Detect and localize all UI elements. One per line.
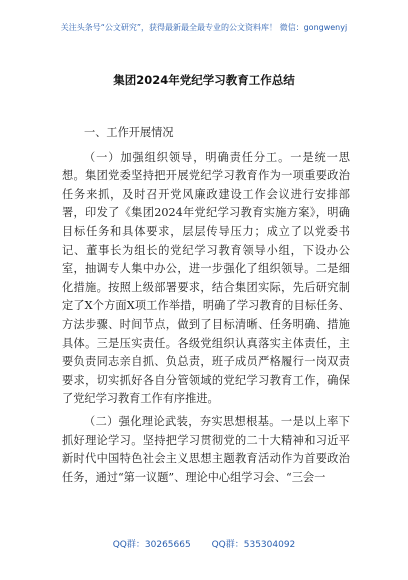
section-heading: 一、工作开展情况: [84, 126, 174, 139]
qq-group-1: QQ群：30265665: [112, 540, 191, 550]
contact-footer: [0, 537, 408, 550]
document-body: [62, 124, 350, 491]
promo-banner: 关注头条号“公文研究”，获得最新最全最专业的公文资料库！ 微信：gongwenyj: [60, 23, 348, 32]
qq-group-2: QQ群：535304092: [211, 540, 296, 550]
paragraph: （一）加强组织领导，明确责任分工。一是统一思想。集团党委坚持把开展党纪学习教育作为一项重要政治任务来抓，及时召开党风廉政建设工作会议进行安排部署，印发了《集团2024年党纪学习教育实施方案》，明确目标任务和具体要求，层层传导压力；成立了以党委书记、董事长为组长的党纪学习教育领导小组，下设办公室，抽调专人集中办公，进一步强化了组织领导。二是细化措施。按照上级部署要求，结合集团实际，先后研究制定了X个方面X项工作举措，明确了学习教育的目标任务、方法步骤、时间节点，做到了目标清晰、任务明确、措施具体。三是压实责任。各级党组织认真落实主体责任，主要负责同志亲自抓、负总责，班子成员严格履行一岗双责要求，切实抓好各自分管领域的党纪学习教育工作，确保了党纪学习教育工作有序推进。: [62, 150, 350, 406]
document-title: 集团2024年党纪学习教育工作总结: [113, 73, 295, 87]
paragraph: （二）强化理论武装，夯实思想根基。一是以上率下抓好理论学习。坚持把学习贯彻党的二十大精神和习近平新时代中国特色社会主义思想主题教育活动作为首要政治任务，通过“第一议题”、理论中心组学习会、“三会一: [62, 414, 350, 484]
